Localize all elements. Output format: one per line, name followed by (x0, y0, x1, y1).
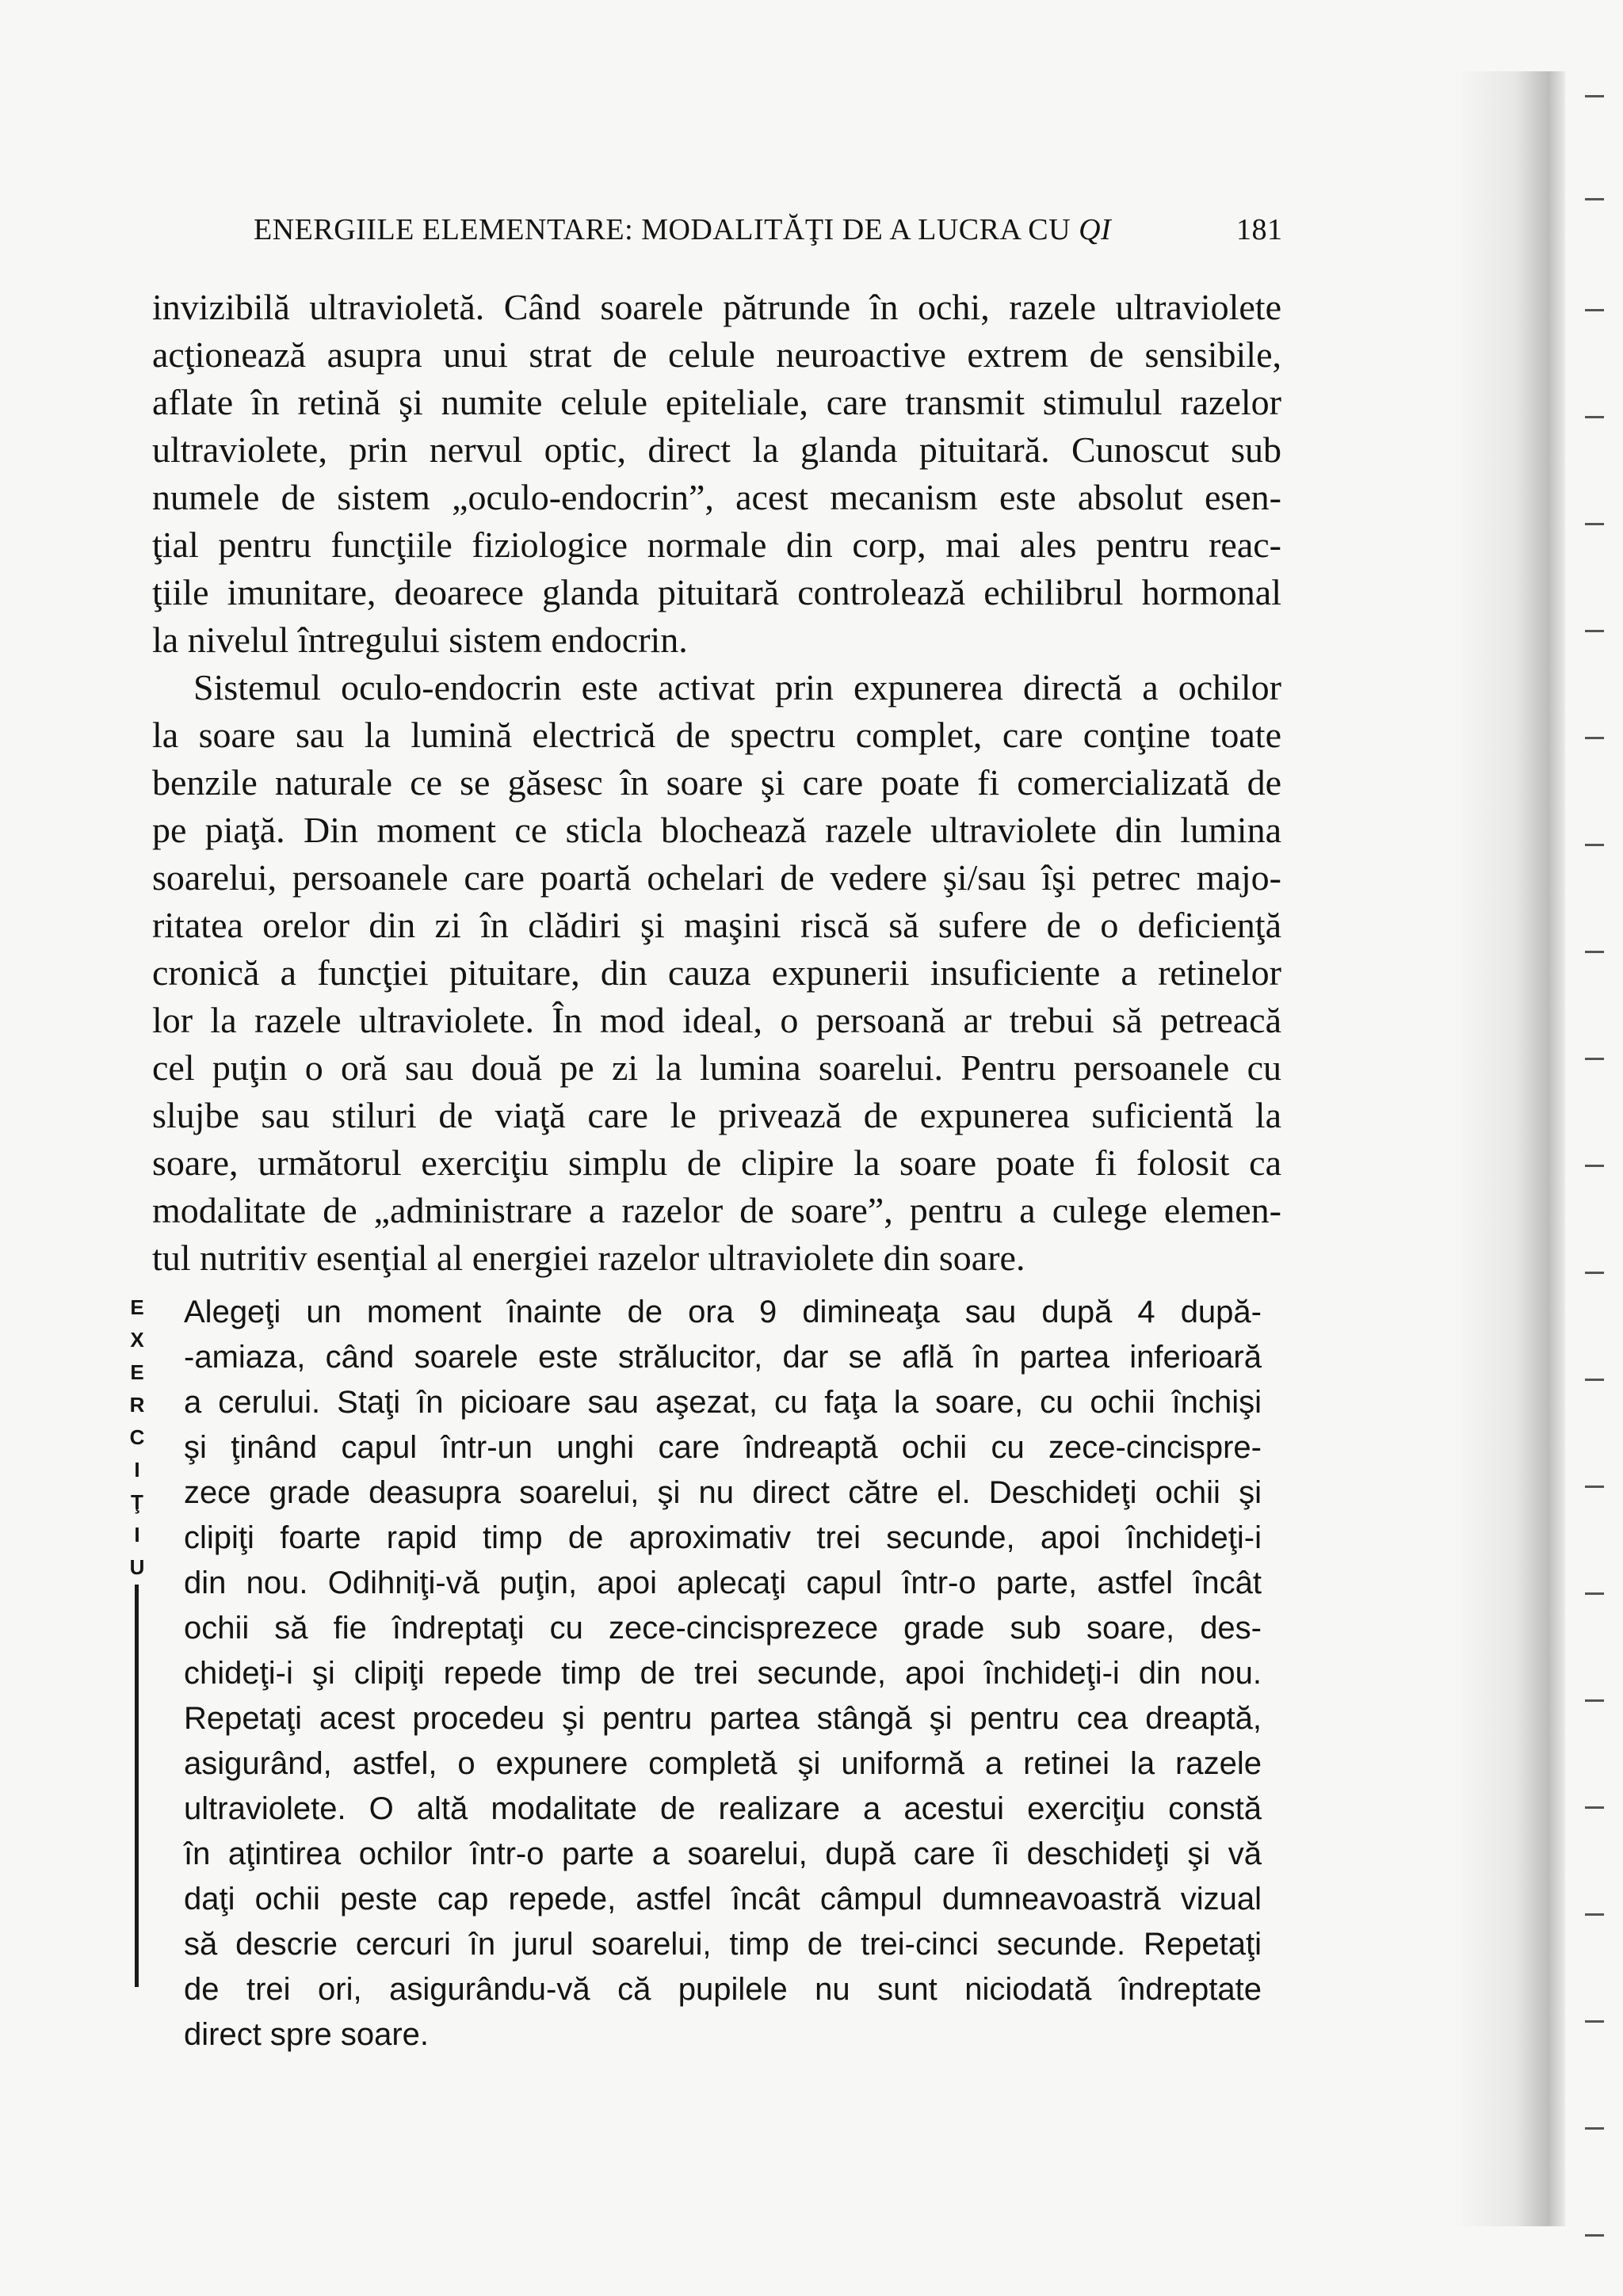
body-line: cel puţin o oră sau două pe zi la lumina soarelui. Pentru persoanele cu (152, 1047, 1281, 1088)
chapter-title (254, 212, 1111, 247)
body-line: Sistemul oculo-endocrin este activat prin expunerea directă a ochilor (193, 667, 1281, 707)
scan-edge-mark (1585, 198, 1604, 200)
scan-edge-mark (1585, 2234, 1604, 2237)
scan-edge-mark (1585, 1165, 1604, 1167)
exercise-line: a cerului. Staţi în picioare sau aşezat, cu faţa la soare, cu ochii închişi (184, 1385, 1262, 1420)
exercise-label-letter: C (129, 1425, 145, 1449)
scan-edge-shadow (1454, 71, 1565, 2226)
exercise-line: în aţintirea ochilor într-o parte a soarelui, după care îi deschideţi şi vă (184, 1836, 1262, 1871)
body-line: lor la razele ultraviolete. În mod ideal, o persoană ar trebui să petreacă (152, 1000, 1281, 1040)
body-text (152, 284, 1281, 1282)
chapter-title-italic: QI (1079, 213, 1112, 246)
scan-edge-mark (1585, 1058, 1604, 1060)
scan-edge-mark (1585, 630, 1604, 632)
body-line: tul nutritiv esenţial al energiei razelor ultraviolete din soare. (152, 1238, 1025, 1278)
scan-edge-mark (1585, 95, 1604, 97)
scan-edge-mark (1585, 1913, 1604, 1916)
body-line: soarelui, persoanele care poartă ochelari de vedere şi/sau îşi petrec majo- (152, 857, 1281, 898)
exercise-line: şi ţinând capul într-un unghi care îndreaptă ochii cu zece-cincispre- (184, 1430, 1262, 1465)
exercise-line: Alegeţi un moment înainte de ora 9 dimineaţa sau după 4 după- (184, 1295, 1262, 1329)
body-line: la soare sau la lumină electrică de spectru complet, care conţine toate (152, 715, 1281, 755)
exercise-side-label (127, 1291, 147, 1584)
body-line: numele de sistem „oculo-endocrin”, acest mecanism este absolut esen- (152, 477, 1281, 517)
exercise-line: direct spre soare. (184, 2017, 430, 2052)
scan-edge-mark (1585, 2020, 1604, 2023)
exercise-line: daţi ochii peste cap repede, astfel încât câmpul dumneavoastră vizual (184, 1882, 1262, 1917)
body-line: slujbe sau stiluri de viaţă care le privează de expunerea suficientă la (152, 1095, 1281, 1135)
scan-edge-mark (1585, 1486, 1604, 1488)
body-line: pe piaţă. Din moment ce sticla blochează razele ultraviolete din lumina (152, 810, 1281, 850)
exercise-label-letter: E (130, 1360, 144, 1384)
body-line: benzile naturale ce se găsesc în soare şi care poate fi comercializată de (152, 762, 1281, 803)
body-line: soare, următorul exerciţiu simplu de clipire la soare poate fi folosit ca (152, 1142, 1281, 1183)
exercise-vertical-rule (135, 1585, 139, 1987)
body-line: ţial pentru funcţiile fiziologice normale din corp, mai ales pentru reac- (152, 524, 1281, 565)
scan-edge-mark (1585, 416, 1604, 418)
exercise-text (184, 1290, 1262, 2058)
exercise-line: ultraviolete. O altă modalitate de realizare a acestui exerciţiu constă (184, 1791, 1262, 1826)
exercise-line: clipiţi foarte rapid timp de aproximativ trei secunde, apoi închideţi-i (184, 1520, 1262, 1555)
chapter-title-text: ENERGIILE ELEMENTARE: MODALITĂŢI DE A LUCRA CU (254, 213, 1079, 246)
exercise-label-letter: I (134, 1458, 140, 1482)
exercise-label-letter: Ţ (131, 1490, 143, 1514)
scan-edge-mark (1585, 1806, 1604, 1809)
exercise-line: chideţi-i şi clipiţi repede timp de trei secunde, apoi închideţi-i din nou. (184, 1656, 1262, 1691)
exercise-line: zece grade deasupra soarelui, şi nu direct către el. Deschideţi ochii şi (184, 1475, 1262, 1510)
body-line: la nivelul întregului sistem endocrin. (152, 620, 688, 660)
scan-edge-mark (1585, 1699, 1604, 1702)
scan-edge-mark (1585, 2127, 1604, 2130)
scan-edge-mark (1585, 523, 1604, 525)
exercise-label-letter: U (129, 1555, 145, 1579)
body-line: aflate în retină şi numite celule epiteliale, care transmit stimulul razelor (152, 382, 1281, 422)
exercise-line: asigurând, astfel, o expunere completă şi uniformă a retinei la razele (184, 1746, 1262, 1781)
scan-edge-mark (1585, 844, 1604, 846)
body-line: ultraviolete, prin nervul optic, direct la glanda pituitară. Cunoscut sub (152, 429, 1281, 470)
body-line: modalitate de „administrare a razelor de soare”, pentru a culege elemen- (152, 1190, 1281, 1230)
exercise-line: de trei ori, asigurându-vă că pupilele nu sunt niciodată îndreptate (184, 1972, 1262, 2007)
exercise-label-letter: I (134, 1523, 140, 1547)
exercise-line: să descrie cercuri în jurul soarelui, timp de trei-cinci secunde. Repetaţi (184, 1927, 1262, 1962)
body-line: ţiile imunitare, deoarece glanda pituitară controlează echilibrul hormonal (152, 572, 1281, 612)
scan-edge-mark (1585, 1272, 1604, 1274)
exercise-label-letter: R (129, 1393, 145, 1417)
body-line: cronică a funcţiei pituitare, din cauza expunerii insuficiente a retinelor (152, 952, 1281, 993)
scan-edge-mark (1585, 1592, 1604, 1595)
exercise-label-letter: X (130, 1328, 144, 1352)
scan-edge-mark (1585, 951, 1604, 953)
exercise-line: Repetaţi acest procedeu şi pentru partea stângă şi pentru cea dreaptă, (184, 1701, 1262, 1736)
scan-edge-mark (1585, 1379, 1604, 1381)
body-line: ritatea orelor din zi în clădiri şi maşini riscă să sufere de o deficienţă (152, 905, 1281, 945)
exercise-line: din nou. Odihniţi-vă puţin, apoi aplecaţi capul într-o parte, astfel încât (184, 1566, 1262, 1600)
exercise-line: ochii să fie îndreptaţi cu zece-cincisprezece grade sub soare, des- (184, 1611, 1262, 1646)
scan-edge-mark (1585, 737, 1604, 739)
exercise-line: -amiaza, când soarele este strălucitor, dar se află în partea inferioară (184, 1340, 1262, 1375)
body-line: acţionează asupra unui strat de celule neuroactive extrem de sensibile, (152, 334, 1281, 375)
page-number: 181 (1236, 213, 1283, 246)
scan-edge-mark (1585, 309, 1604, 311)
exercise-label-letter: E (130, 1295, 144, 1319)
body-line: invizibilă ultravioletă. Când soarele pătrunde în ochi, razele ultraviolete (152, 287, 1281, 327)
